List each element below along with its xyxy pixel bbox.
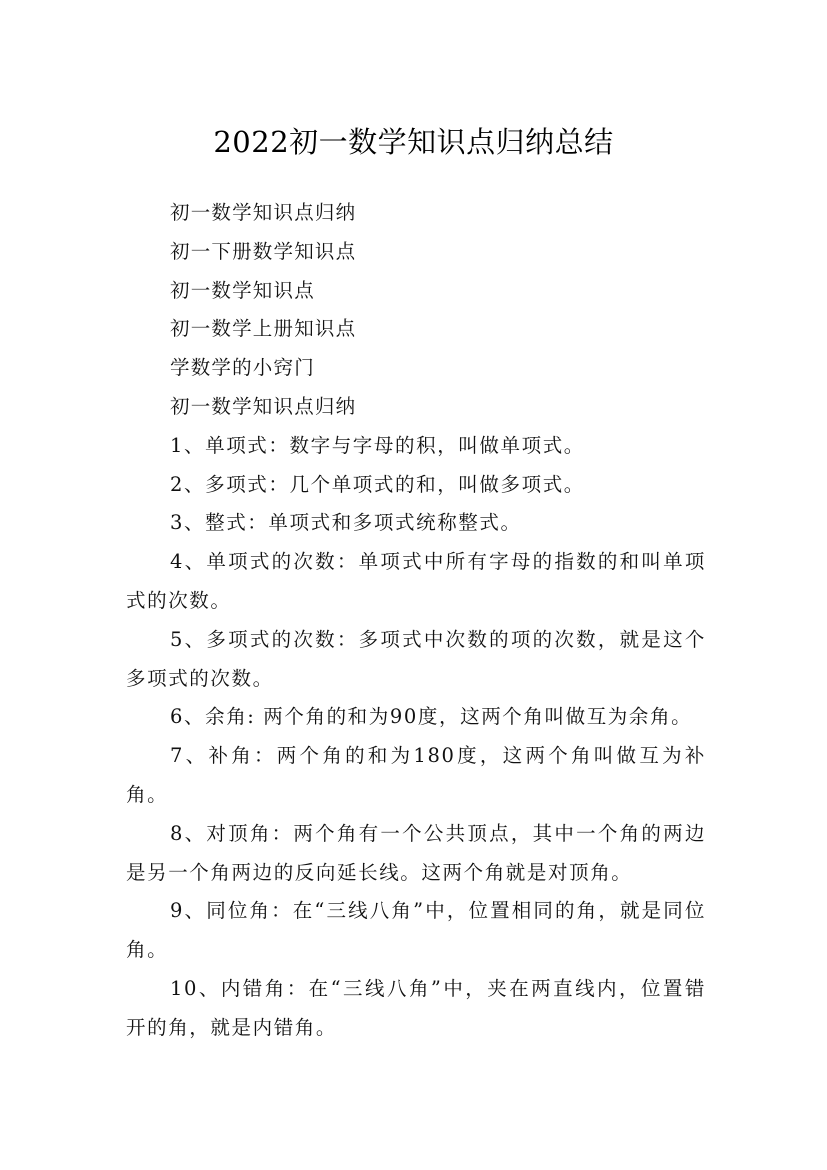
knowledge-item: 1、单项式：数字与字母的积，叫做单项式。	[170, 433, 585, 457]
document-title: 2022初一数学知识点归纳总结	[213, 125, 614, 160]
knowledge-item: 7、补角：两个角的和为180度，这两个角叫做互为补角。	[126, 744, 706, 806]
knowledge-item: 8、对顶角：两个角有一个公共顶点，其中一个角的两边是另一个角两边的反向延长线。这两个角就是对顶角。	[126, 821, 706, 884]
document-body	[126, 194, 706, 1048]
section-heading: 初一数学知识点归纳	[170, 394, 357, 418]
knowledge-item: 3、整式：单项式和多项式统称整式。	[170, 511, 522, 535]
toc-item: 初一数学知识点归纳	[170, 201, 357, 224]
toc-item: 学数学的小窍门	[170, 356, 315, 380]
knowledge-item: 10、内错角：在“三线八角”中，夹在两直线内，位置错开的角，就是内错角。	[126, 976, 706, 1039]
knowledge-item: 6、余角: 两个角的和为90度，这两个角叫做互为余角。	[170, 705, 693, 729]
toc-item: 初一数学知识点	[170, 278, 315, 302]
knowledge-item: 2、多项式：几个单项式的和，叫做多项式。	[170, 472, 585, 496]
toc-item: 初一数学上册知识点	[170, 317, 357, 341]
knowledge-item: 5、多项式的次数：多项式中次数的项的次数，就是这个多项式的次数。	[126, 627, 706, 690]
knowledge-item: 9、同位角：在“三线八角”中，位置相同的角，就是同位角。	[126, 899, 706, 962]
knowledge-item: 4、单项式的次数：单项式中所有字母的指数的和叫单项式的次数。	[126, 550, 706, 612]
toc-item: 初一下册数学知识点	[170, 239, 357, 263]
